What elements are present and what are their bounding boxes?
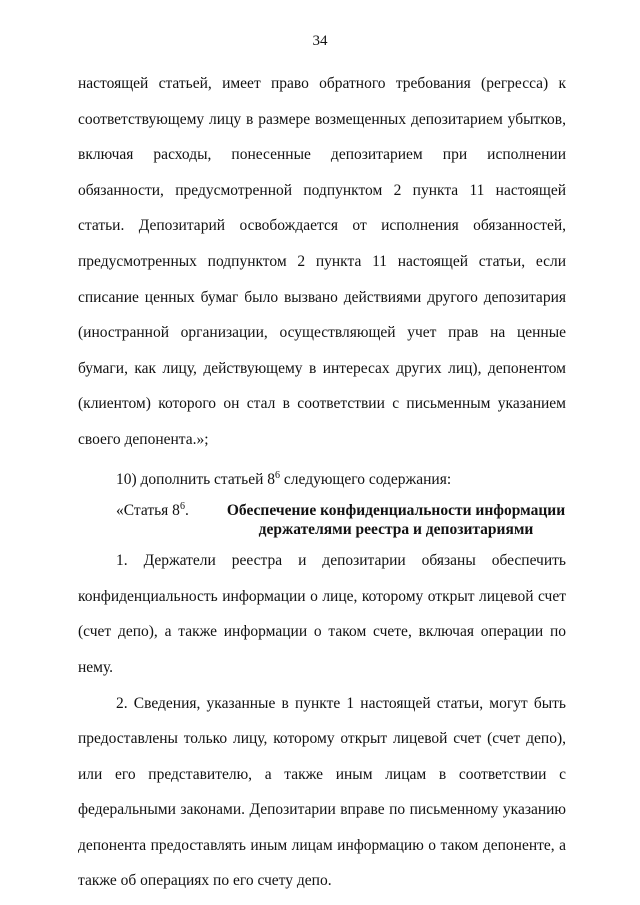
article-label-prefix: «Статья 8 bbox=[116, 502, 180, 520]
article-label-suffix: . bbox=[184, 502, 189, 520]
article-label-superscript: 6 bbox=[179, 500, 185, 512]
document-body bbox=[78, 66, 566, 899]
article-paragraph-1: 1. Держатели реестра и депозитарии обязаны обеспечить конфиденциальность информации о лице, которому открыт лицевой счет (счет депо), а также информации о таком счете, включая операции по нему. bbox=[78, 552, 566, 676]
amendment-prefix: 10) дополнить статьей 8 bbox=[116, 470, 276, 488]
amendment-line bbox=[78, 462, 566, 498]
article-label bbox=[116, 501, 226, 539]
amendment-superscript: 6 bbox=[275, 469, 281, 481]
article-paragraph-2: 2. Сведения, указанные в пункте 1 настоящей статьи, могут быть предоставлены только лицу, которому открыт лицевой счет (счет депо), или его представителю, а также иным лицам в соответствии с федеральными законами. Депозитарии вправе по письменному указанию депонента предоставлять иным лицам информацию о таком депоненте, а также об операциях по его счету депо. bbox=[78, 694, 566, 890]
amendment-suffix: следующего содержания: bbox=[280, 470, 452, 488]
article-heading bbox=[78, 501, 566, 539]
page-number: 34 bbox=[312, 33, 328, 49]
continuation-paragraph: настоящей статьей, имеет право обратного требования (регресса) к соответствующему лицу в размере возмещенных депозитарием убытков, включая расходы, понесенные депозитарием при исполнении обязанности, предусмотренной подпунктом 2 пункта 11 настоящей статьи. Депозитарий освобождается от исполнения обязанностей, предусмотренных подпунктом 2 пункта 11 настоящей статьи, если списание ценных бумаг было вызвано действиями другого депозитария (иностранной организации, осуществляющей учет прав на ценные бумаги, как лицу, действующему в интересах других лиц), депонентом (клиентом) которого он стал в соответствии с письменным указанием своего депонента.»; bbox=[78, 75, 566, 448]
article-title: Обеспечение конфиденциальности информации держателями реестра и депозитариями bbox=[226, 502, 566, 539]
